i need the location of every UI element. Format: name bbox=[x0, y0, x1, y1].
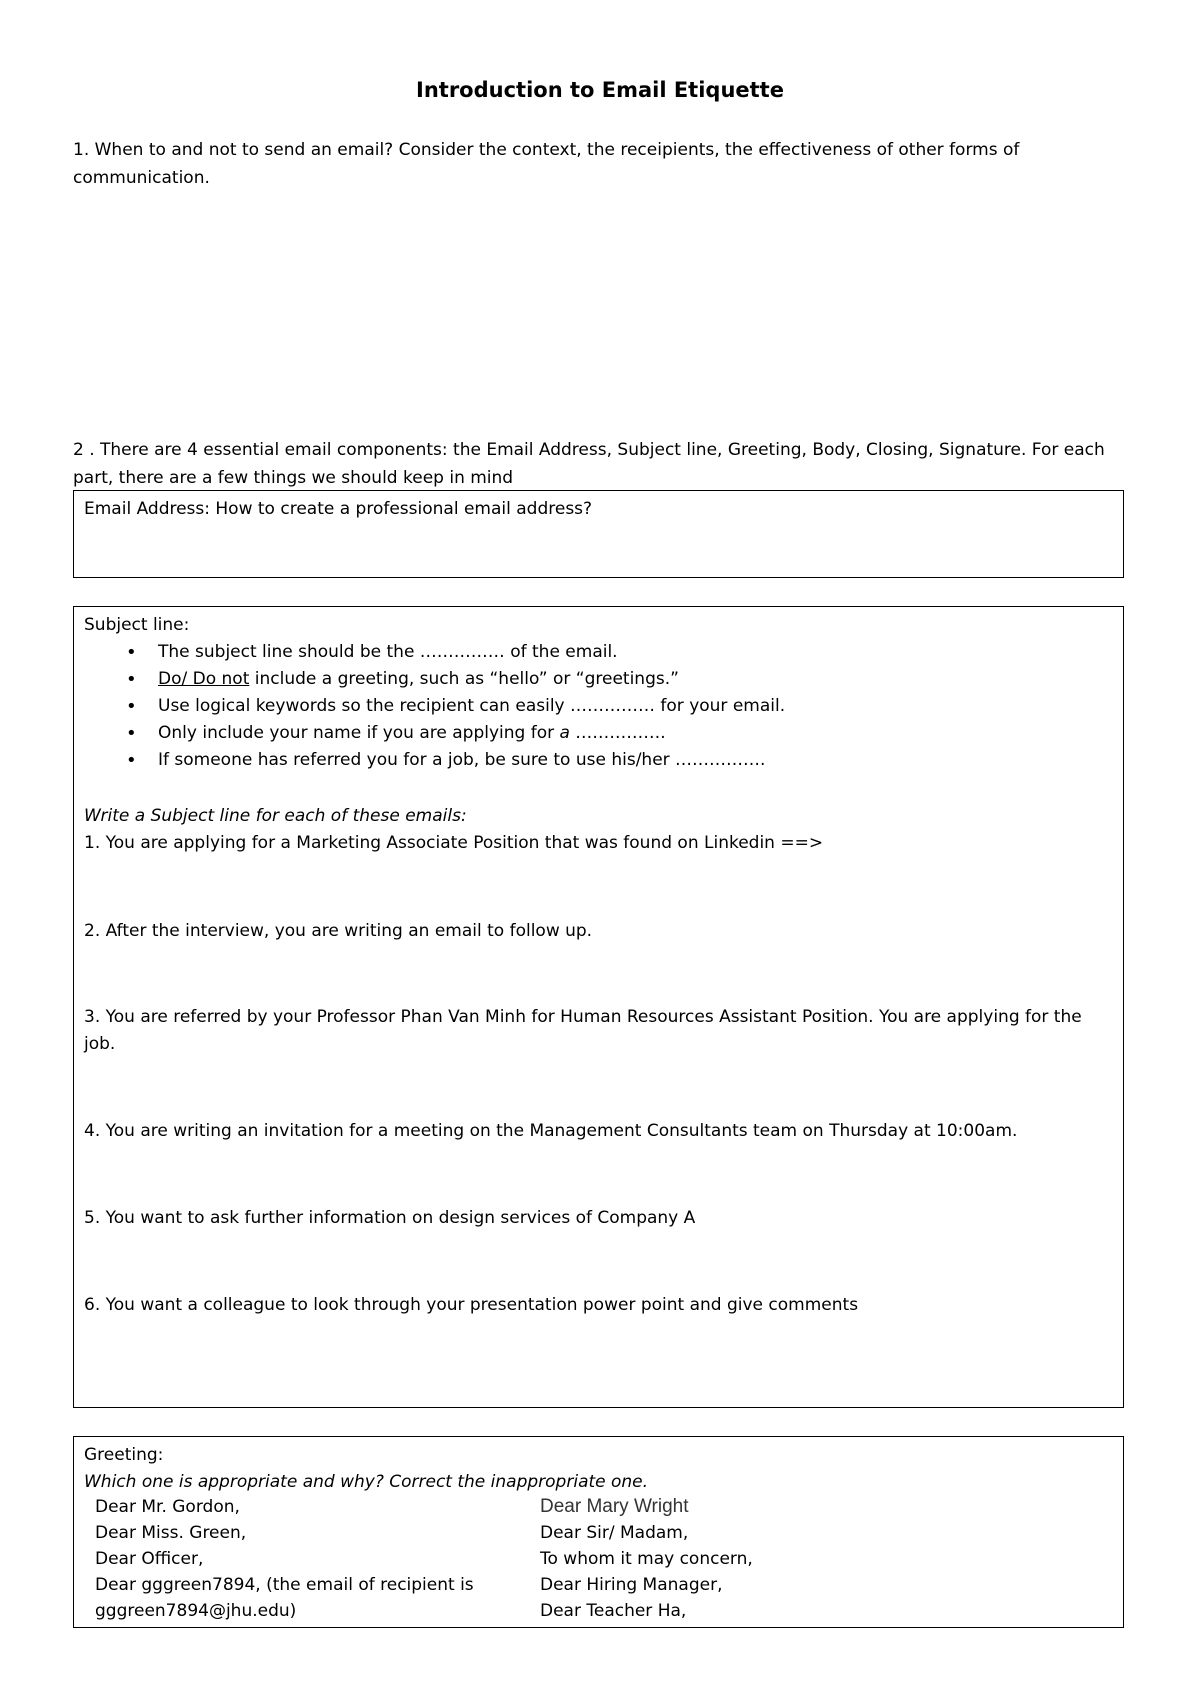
subject-line-box bbox=[73, 606, 1124, 1408]
greeting-box bbox=[73, 1436, 1124, 1628]
greeting-instruction: Which one is appropriate and why? Correct the inappropriate one. bbox=[84, 1472, 649, 1492]
greeting-option: Dear gggreen7894, (the email of recipient is bbox=[95, 1575, 474, 1595]
email-address-label: Email Address: How to create a professional email address? bbox=[84, 499, 593, 519]
subject-bullet: • If someone has referred you for a job, be sure to use his/her ……………. bbox=[84, 747, 1113, 774]
greeting-option: Dear Mary Wright bbox=[540, 1496, 689, 1517]
greeting-option: gggreen7894@jhu.edu) bbox=[95, 1601, 297, 1621]
greeting-options-right bbox=[540, 1494, 753, 1624]
do-do-not-text: Do/ Do not bbox=[158, 669, 250, 689]
subject-item-5: 5. You want to ask further information on design services of Company A bbox=[84, 1208, 696, 1228]
greeting-heading: Greeting: bbox=[84, 1445, 164, 1465]
question-2: 2 . There are 4 essential email components: the Email Address, Subject line, Greeting, Body, Closing, Signature. For each part, there are a few things we should keep in mind bbox=[73, 440, 1105, 488]
greeting-option: Dear Miss. Green, bbox=[95, 1523, 247, 1543]
page-title: Introduction to Email Etiquette bbox=[416, 78, 784, 102]
greeting-option: To whom it may concern, bbox=[540, 1549, 753, 1569]
subject-item-6: 6. You want a colleague to look through your presentation power point and give comments bbox=[84, 1295, 859, 1315]
subject-bullet: • Use logical keywords so the recipient can easily …………… for your email. bbox=[84, 693, 1113, 720]
email-address-box bbox=[73, 490, 1124, 578]
greeting-option: Dear Teacher Ha, bbox=[540, 1601, 687, 1621]
subject-bullet: • The subject line should be the …………… of the email. bbox=[84, 639, 1113, 666]
subject-item-4: 4. You are writing an invitation for a meeting on the Management Consultants team on Thursday at 10:00am. bbox=[84, 1121, 1018, 1141]
subject-item-3: 3. You are referred by your Professor Phan Van Minh for Human Resources Assistant Position. You are applying for the job. bbox=[84, 1007, 1082, 1054]
subject-item-2: 2. After the interview, you are writing an email to follow up. bbox=[84, 921, 593, 941]
question-1: 1. When to and not to send an email? Consider the context, the receipients, the effectiveness of other forms of communication. bbox=[73, 140, 1020, 188]
subject-heading: Subject line: bbox=[84, 615, 190, 635]
subject-instruction: Write a Subject line for each of these emails: bbox=[84, 806, 467, 826]
greeting-option: Dear Sir/ Madam, bbox=[540, 1523, 689, 1543]
subject-bullet: • Do/ Do not include a greeting, such as “hello” or “greetings.” bbox=[84, 666, 1113, 693]
subject-bullet-list bbox=[84, 639, 1113, 774]
greeting-option: Dear Mr. Gordon, bbox=[95, 1497, 240, 1517]
greeting-option: Dear Officer, bbox=[95, 1549, 204, 1569]
greeting-option: Dear Hiring Manager, bbox=[540, 1575, 723, 1595]
greeting-options-left bbox=[95, 1494, 474, 1624]
subject-item-1: 1. You are applying for a Marketing Associate Position that was found on Linkedin ==> bbox=[84, 833, 824, 853]
subject-bullet: • Only include your name if you are applying for a ……………. bbox=[84, 720, 1113, 747]
